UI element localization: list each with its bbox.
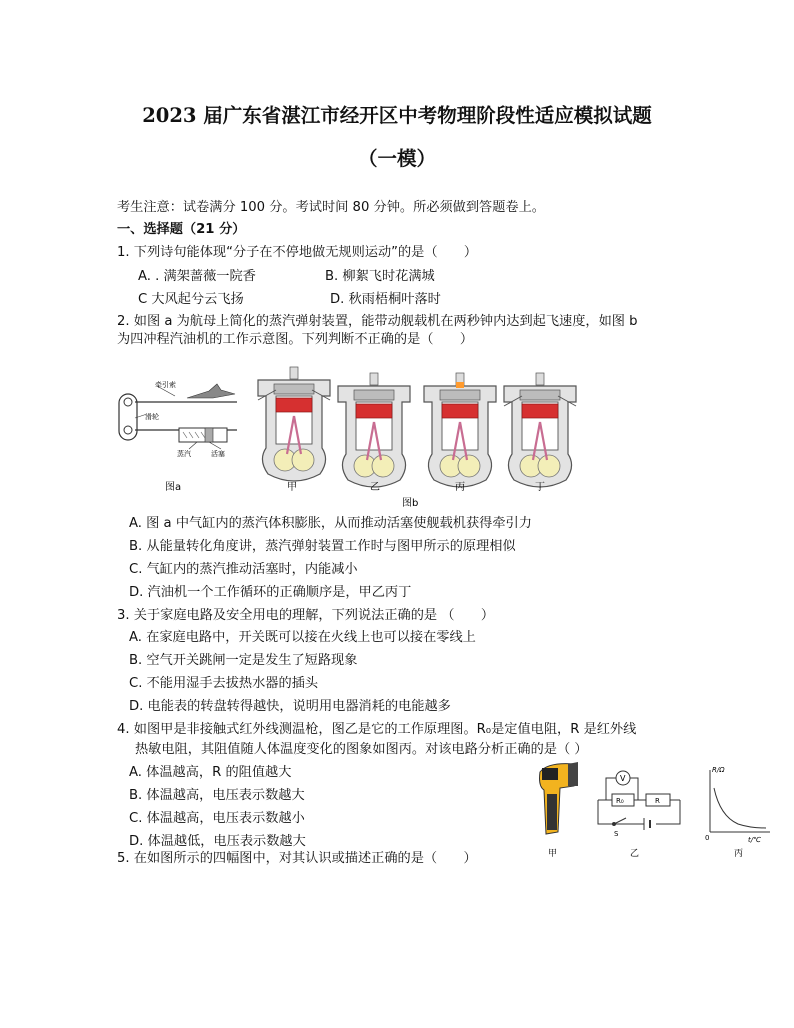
engine-power [424,373,496,487]
engine-exhaust [504,373,576,487]
exam-notice: 考生注意：试卷满分 100 分。考试时间 80 分钟。所必须做到答题卷上。 [117,200,545,215]
q2-option-c: C. 气缸内的蒸汽推动活塞时，内能减小 [129,562,358,577]
q1-option-b: B. 柳絮飞时花满城 [325,269,435,284]
q1-option-a: A. . 满架蔷薇一院香 [138,269,256,284]
stroke-label-ding: 丁 [535,482,545,493]
q2-option-a: A. 图 a 中气缸内的蒸汽体积膨胀，从而推动活塞使舰载机获得牵引力 [129,516,532,531]
r-label: R [655,797,660,805]
caption-bing: 丙 [734,849,744,859]
exam-subtitle: （一模） [357,147,436,170]
graph-xlabel: t/℃ [748,836,761,844]
q3-option-d: D. 电能表的转盘转得越快，说明用电器消耗的电能越多 [129,699,451,714]
aircraft-icon [187,384,235,398]
figure-a-steam-catapult [117,378,242,496]
section-heading: 一、选择题（21 分） [117,222,246,237]
q4-stem-line1: 4. 如图甲是非接触式红外线测温枪，图乙是它的工作原理图。R₀是定值电阻，R 是红外线 [117,722,637,737]
label-steam: 蒸汽 [177,450,191,458]
voltmeter-label: V [620,774,626,783]
q1-option-c: C 大风起兮云飞扬 [138,292,244,307]
exam-title: 2023 届广东省湛江市经开区中考物理阶段性适应模拟试题 [142,104,652,127]
resistance-temperature-graph [710,770,770,832]
engine-compression [338,373,410,487]
figure-a-caption: 图a [165,482,182,493]
stroke-label-yi: 乙 [370,482,380,493]
q3-stem: 3. 关于家庭电路及安全用电的理解，下列说法正确的是 （ ） [117,608,495,623]
label-cable: 牵引索 [155,381,176,389]
q4-stem-line2: 热敏电阻，其阻值随人体温度变化的图象如图丙。对该电路分析正确的是（ ） [135,742,588,757]
stroke-label-bing: 丙 [455,482,465,493]
engine-intake [258,367,330,481]
q5-stem: 5. 在如图所示的四幅图中，对其认识或描述正确的是（ ） [117,851,477,866]
figure-b-caption: 图b [402,498,419,509]
q4-option-b: B. 体温越高，电压表示数越大 [129,788,305,803]
graph-ylabel: R/Ω [712,766,725,774]
caption-jia: 甲 [548,849,558,859]
q3-option-c: C. 不能用湿手去拔热水器的插头 [129,676,319,691]
q2-stem-line1: 2. 如图 a 为航母上简化的蒸汽弹射装置，能带动舰载机在两秒钟内达到起飞速度，如图 b [117,314,638,329]
q3-option-b: B. 空气开关跳闸一定是发生了短路现象 [129,653,358,668]
r0-label: R₀ [616,797,624,805]
q4-option-d: D. 体温越低，电压表示数越大 [129,834,306,849]
q2-option-b: B. 从能量转化角度讲，蒸汽弹射装置工作时与图甲所示的原理相似 [129,539,516,554]
label-piston: 活塞 [211,450,225,458]
thermometer-gun-icon [540,762,579,834]
q1-option-d: D. 秋雨梧桐叶落时 [330,292,441,307]
q4-option-a: A. 体温越高，R 的阻值越大 [129,765,292,780]
q4-option-c: C. 体温越高，电压表示数越小 [129,811,305,826]
q2-option-d: D. 汽油机一个工作循环的正确顺序是，甲乙丙丁 [129,585,412,600]
caption-yi: 乙 [630,849,640,859]
switch-label: S [614,830,619,838]
q4-figures [534,760,780,860]
q1-stem: 1. 下列诗句能体现“分子在不停地做无规则运动”的是（ ） [117,245,478,260]
q2-stem-line2: 为四冲程汽油机的工作示意图。下列判断不正确的是（ ） [117,332,474,347]
graph-origin: 0 [705,834,710,842]
circuit-diagram [598,771,680,830]
figure-b-engine-strokes [250,362,590,510]
q3-option-a: A. 在家庭电路中，开关既可以接在火线上也可以接在零线上 [129,630,476,645]
label-pulley: 滑轮 [145,413,159,421]
stroke-label-jia: 甲 [287,482,297,493]
